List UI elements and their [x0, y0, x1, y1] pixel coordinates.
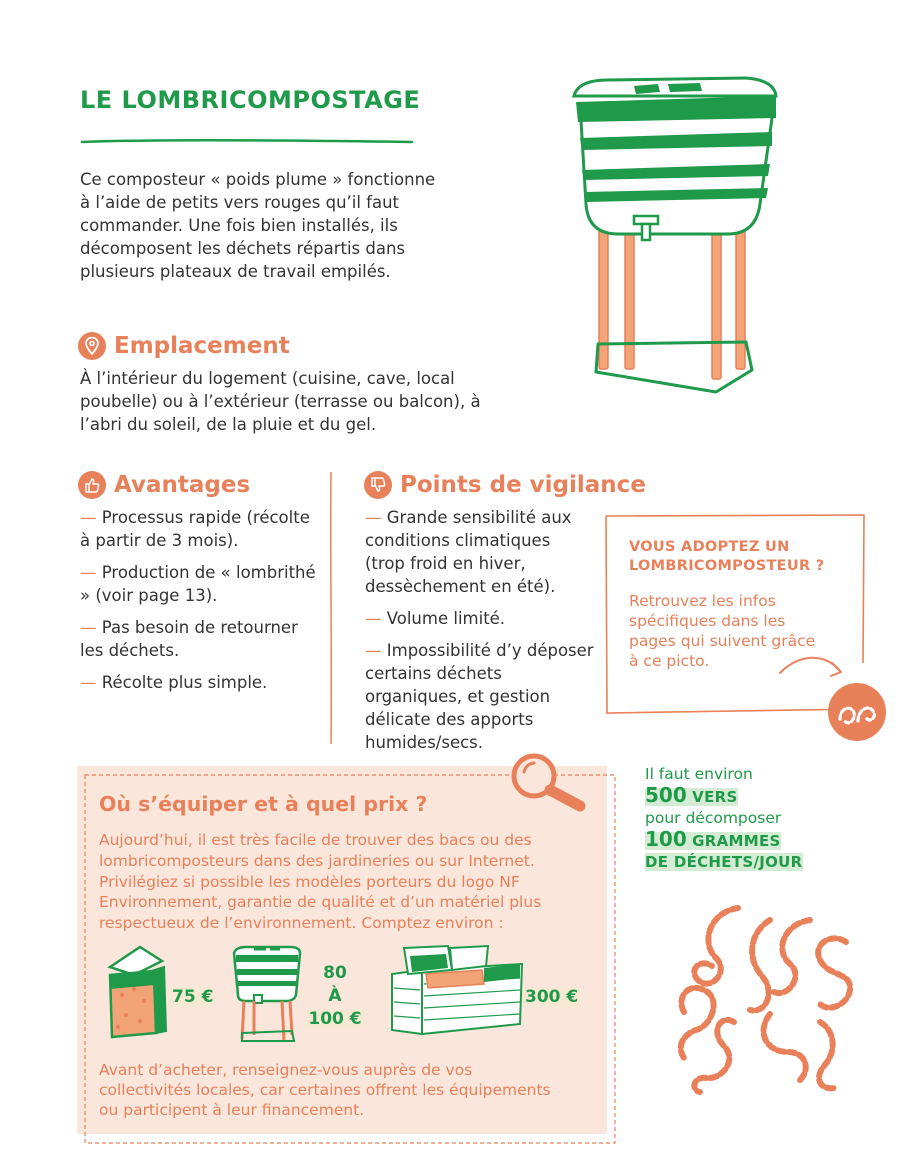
magnifier-icon — [508, 750, 592, 814]
equip-title: Où s’équiper et à quel prix ? — [99, 792, 428, 816]
vigilance-heading — [364, 471, 646, 499]
avantages-heading-label: Avantages — [114, 472, 251, 498]
worm-picto-icon — [828, 683, 886, 741]
vigilance-heading-label: Points de vigilance — [400, 472, 646, 498]
emplacement-text: À l’intérieur du logement (cuisine, cave, local poubelle) ou à l’extérieur (terrasse ou balcon), à l’abri du soleil, de la pluie et du gel. — [80, 369, 481, 434]
location-pin-icon — [78, 332, 106, 360]
list-item: — Impossibilité d’y déposer certains déchets organiques, et gestion délicate des apports humides/secs. — [365, 641, 594, 752]
avantages-list — [80, 506, 320, 703]
title-underline — [80, 126, 414, 156]
thumbs-down-icon — [364, 471, 392, 499]
equip-footer-text: Avant d’acheter, renseignez-vous auprès de vos collectivités locales, car certaines offrent les équipements ou participent à leur financement. — [99, 1061, 551, 1119]
tower-composter-illustration — [232, 945, 302, 1045]
list-item: — Grande sensibilité aux conditions climatiques (trop froid en hiver, dessèchement en été). — [365, 508, 572, 596]
avantages-heading — [78, 471, 250, 499]
large-bin-illustration — [390, 944, 524, 1040]
thumbs-up-icon — [78, 471, 106, 499]
list-item: — Production de « lombrithé » (voir page 13). — [80, 563, 316, 605]
list-item: — Processus rapide (récolte à partir de 3 mois). — [80, 508, 310, 550]
adopt-title: VOUS ADOPTEZ UN LOMBRICOMPOSTEUR ? — [629, 539, 825, 574]
list-item: — Pas besoin de retourner les déchets. — [80, 618, 298, 660]
small-bin-illustration — [104, 945, 168, 1041]
intro-text: Ce composteur « poids plume » fonctionne à l’aide de petits vers rouges qu’il faut commander. Une fois bien installés, ils décomposent les déchets répartis dans plusieurs plateaux de travail empilés. — [80, 170, 436, 281]
price-tower-composter: 80 À 100 € — [308, 963, 362, 1029]
grams-highlight: 100 GRAMMES — [645, 827, 781, 851]
price-small-bin: 75 € — [172, 987, 214, 1007]
emplacement-heading — [78, 332, 290, 360]
list-item: — Récolte plus simple. — [80, 673, 268, 692]
worm-composter-illustration — [568, 74, 780, 402]
emplacement-heading-label: Emplacement — [114, 333, 290, 359]
equip-text: Aujourd’hui, il est très facile de trouver des bacs ou des lombricomposteurs dans des jardineries ou sur Internet. Privilégiez si possible les modèles porteurs du logo NF Environnement, garantie de qualité et d’un matériel plus respectueux de l’environnement. Comptez environ : — [99, 831, 542, 933]
page-title: LE LOMBRICOMPOSTAGE — [80, 86, 421, 114]
price-large-bin: 300 € — [525, 987, 579, 1007]
column-divider — [329, 472, 333, 744]
worms-facts: Il faut environ 500 VERS pour décomposer 100 GRAMMES DE DÉCHETS/JOUR — [645, 765, 803, 871]
worms-illustration — [670, 902, 860, 1096]
list-item: — Volume limité. — [365, 609, 506, 628]
adopt-text: Retrouvez les infos spécifiques dans les pages qui suivent grâce à ce picto. — [629, 592, 816, 670]
worms-count-highlight: 500 VERS — [645, 783, 738, 807]
vigilance-list — [365, 506, 595, 763]
